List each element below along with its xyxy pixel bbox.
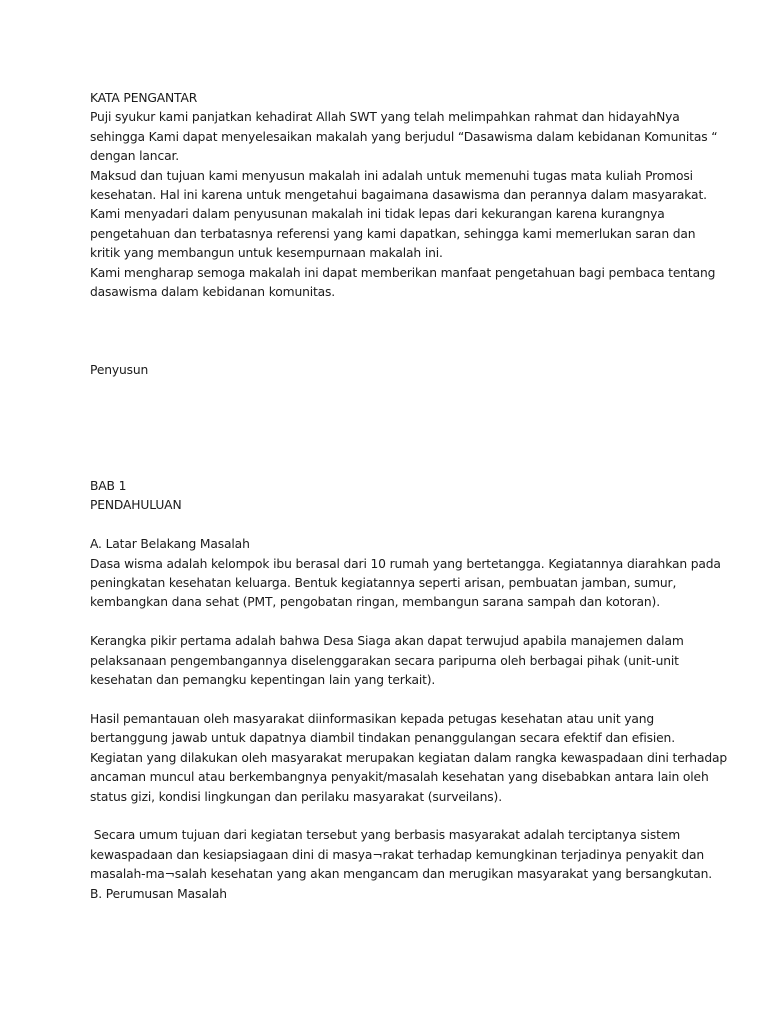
spacer (90, 807, 690, 826)
text-line: status gizi, kondisi lingkungan dan perilaku masyarakat (surveilans). (90, 789, 502, 804)
text-line: kritik yang membangun untuk kesempurnaan makalah ini. (90, 246, 443, 261)
text-line: Kami menyadari dalam penyusunan makalah ini tidak lepas dari kekurangan karena kurangnya (90, 207, 665, 222)
spacer (90, 691, 690, 710)
text-line: Kami mengharap semoga makalah ini dapat memberikan manfaat pengetahuan bagi pembaca tentang (90, 265, 716, 280)
text-line: Hasil pemantauan oleh masyarakat diinformasikan kepada petugas kesehatan atau unit yang (90, 711, 655, 726)
paragraph (90, 555, 721, 613)
text-line: sehingga Kami dapat menyelesaikan makalah yang berjudul “Dasawisma dalam kebidanan Komunitas “ (90, 129, 718, 144)
spacer (90, 613, 690, 632)
paragraph (90, 826, 712, 884)
section-a-heading: A. Latar Belakang Masalah (90, 537, 250, 552)
chapter-title: PENDAHULUAN (90, 498, 182, 513)
section-b-heading: B. Perumusan Masalah (90, 886, 227, 901)
text-line: pelaksanaan pengembangannya diselenggarakan secara paripurna oleh berbagai pihak (unit-unit (90, 653, 679, 668)
kata-pengantar-heading: KATA PENGANTAR (90, 91, 198, 105)
kata-pengantar-body (90, 108, 718, 302)
text-line: Maksud dan tujuan kami menyusun makalah ini adalah untuk memenuhi tugas mata kuliah Promosi (90, 168, 693, 183)
text-line: masalah-ma¬salah kesehatan yang akan mengancam dan merugikan masyarakat yang bersangkutan. (90, 867, 712, 882)
spacer (90, 516, 690, 535)
document-page (90, 89, 728, 904)
text-line: Secara umum tujuan dari kegiatan tersebut yang berbasis masyarakat adalah terciptanya sistem (90, 828, 681, 843)
text-line: kewaspadaan dan kesiapsiagaan dini di masya¬rakat terhadap kemungkinan terjadinya penyakit dan (90, 847, 705, 862)
text-line: dengan lancar. (90, 149, 179, 164)
text-line: peningkatan kesehatan keluarga. Bentuk kegiatannya seperti arisan, pembuatan jamban, sumur, (90, 576, 677, 591)
paragraph (90, 710, 728, 807)
text-line: kesehatan. Hal ini karena untuk mengetahui bagaimana dasawisma dan perannya dalam masyarakat. (90, 188, 707, 203)
text-line: kesehatan dan pemangku kepentingan lain yang terkait). (90, 673, 436, 688)
text-line: Kegiatan yang dilakukan oleh masyarakat merupakan kegiatan dalam rangka kewaspadaan dini terhadap (90, 750, 728, 765)
text-line: Dasa wisma adalah kelompok ibu berasal dari 10 rumah yang bertetangga. Kegiatannya diarahkan pada (90, 556, 721, 571)
signature: Penyusun (90, 362, 149, 377)
text-line: Kerangka pikir pertama adalah bahwa Desa Siaga akan dapat terwujud apabila manajemen dalam (90, 634, 684, 649)
text-line: kembangkan dana sehat (PMT, pengobatan ringan, membangun sarana sampah dan kotoran). (90, 595, 660, 610)
spacer (90, 380, 690, 477)
paragraph (90, 632, 690, 690)
text-line: bertanggung jawab untuk dapatnya diambil tindakan penanggulangan secara efektif dan efisien. (90, 731, 675, 746)
text-line: Puji syukur kami panjatkan kehadirat Allah SWT yang telah melimpahkan rahmat dan hidayahNya (90, 110, 680, 125)
text-line: pengetahuan dan terbatasnya referensi yang kami dapatkan, sehingga kami memerlukan saran dan (90, 226, 696, 241)
text-line: ancaman muncul atau berkembangnya penyakit/masalah kesehatan yang disebabkan antara lain oleh (90, 770, 709, 785)
text-line: dasawisma dalam kebidanan komunitas. (90, 285, 336, 300)
spacer (90, 302, 690, 360)
chapter-number: BAB 1 (90, 479, 127, 494)
